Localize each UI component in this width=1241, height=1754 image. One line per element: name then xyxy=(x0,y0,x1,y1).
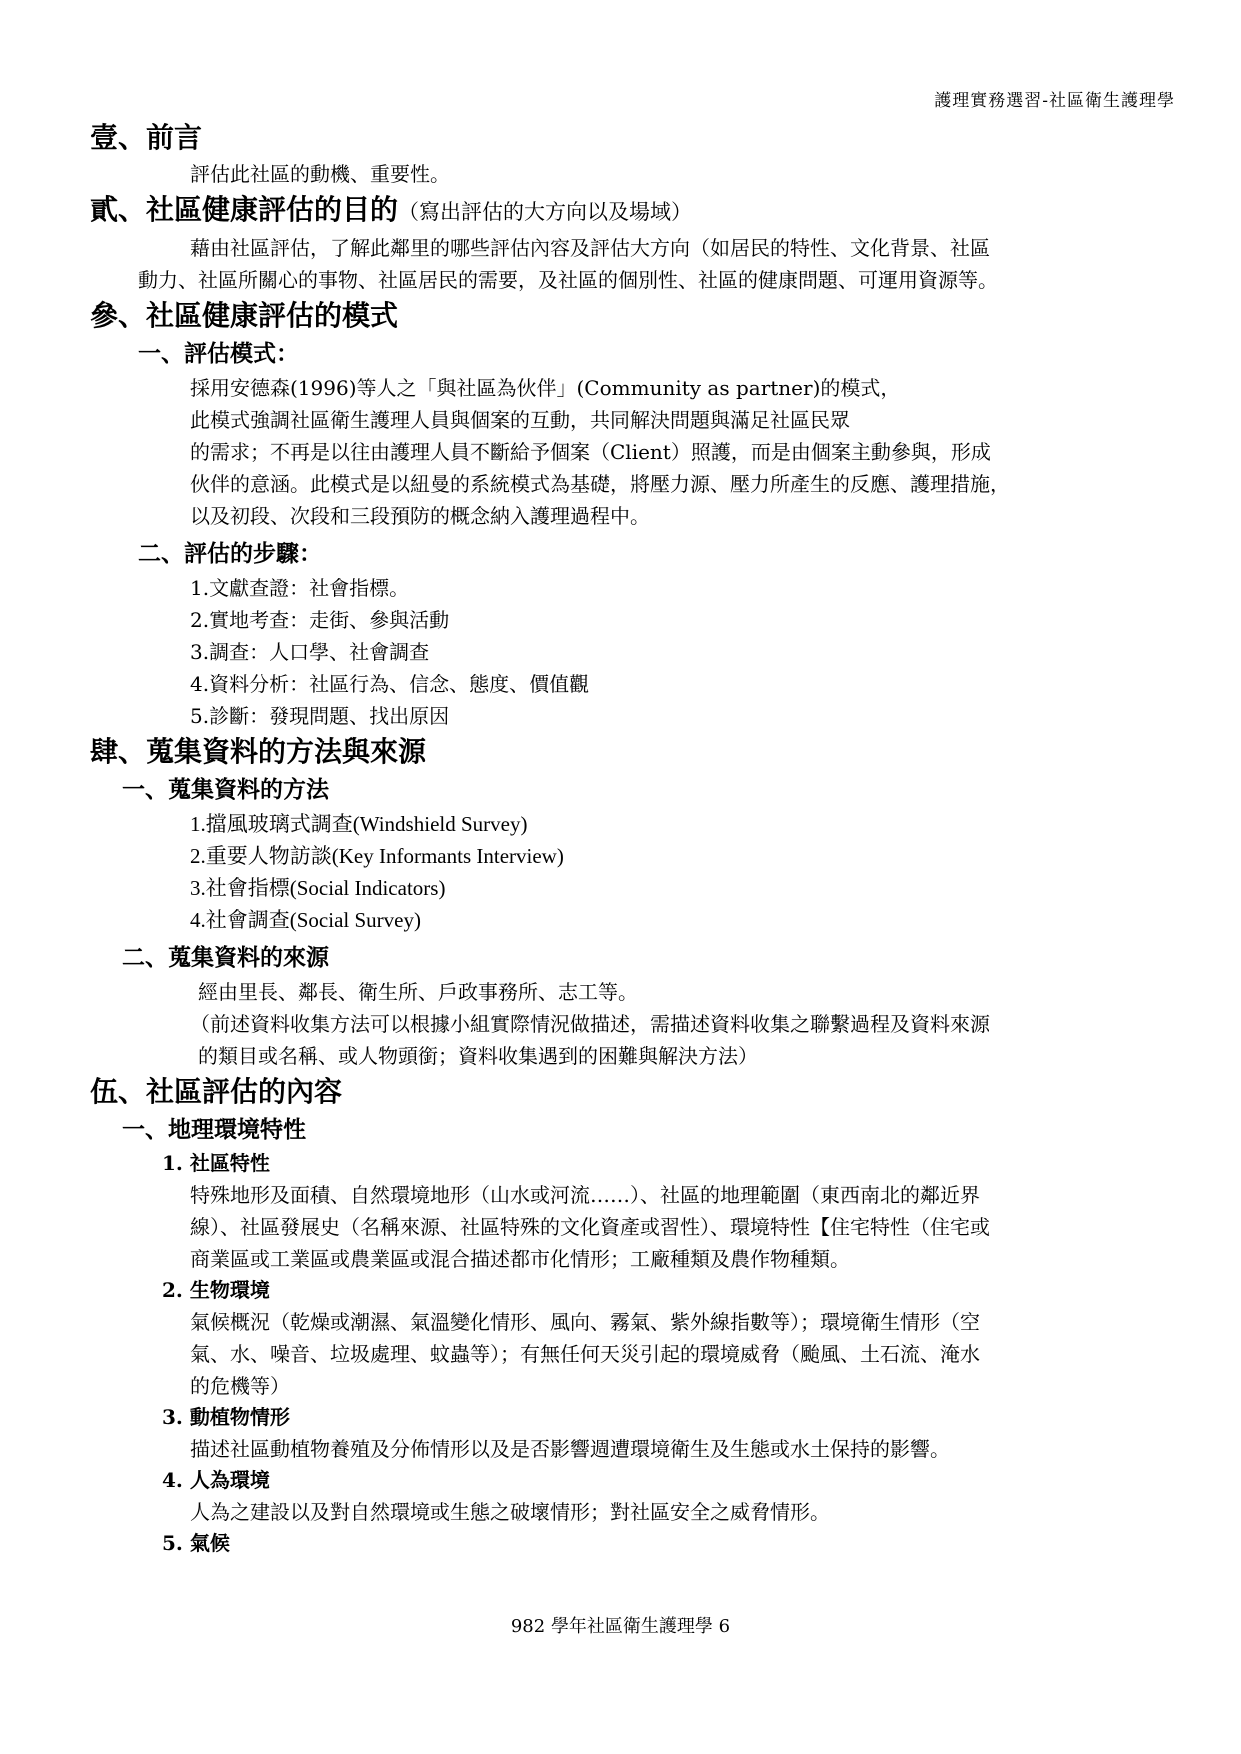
geo-item-1-heading: 1. 社區特性 xyxy=(162,1151,270,1175)
geo-item-1-line-1: 特殊地形及面積、自然環境地形（山水或河流……）、社區的地理範圍（東西南北的鄰近界 xyxy=(190,1183,980,1207)
section-4-sub-1-heading: 一、蒐集資料的方法 xyxy=(122,776,329,803)
section-5-sub-1-heading: 一、地理環境特性 xyxy=(122,1116,306,1143)
geo-item-2-line-3: 的危機等） xyxy=(190,1374,290,1398)
model-line-1: 採用安德森(1996)等人之「與社區為伙伴」(Community as partner)的模式， xyxy=(190,376,901,400)
section-4-heading: 肆、蒐集資料的方法與來源 xyxy=(90,735,427,768)
geo-item-1-line-2: 線）、社區發展史（名稱來源、社區特殊的文化資產或習性）、環境特性【住宅特性（住宅或 xyxy=(190,1215,990,1239)
page-footer: 982 學年社區衛生護理學 6 xyxy=(510,1616,731,1637)
section-2-line-2: 動力、社區所關心的事物、社區居民的需要，及社區的個別性、社區的健康問題、可運用資源等。 xyxy=(138,268,998,292)
section-1-heading: 壹、前言 xyxy=(90,121,203,154)
method-item-2: 2.重要人物訪談(Key Informants Interview) xyxy=(190,844,564,868)
source-line-2: （前述資料收集方法可以根據小組實際情況做描述，需描述資料收集之聯繫過程及資料來源 xyxy=(190,1012,990,1036)
model-line-2: 此模式強調社區衛生護理人員與個案的互動，共同解決問題與滿足社區民眾 xyxy=(190,408,850,432)
geo-item-3-heading: 3. 動植物情形 xyxy=(162,1405,290,1429)
section-2-title: 貳、社區健康評估的目的 xyxy=(90,193,399,226)
method-item-4: 4.社會調查(Social Survey) xyxy=(190,908,421,932)
section-2-line-1: 藉由社區評估，了解此鄰里的哪些評估內容及評估大方向（如居民的特性、文化背景、社區 xyxy=(190,236,990,260)
section-4-sub-2-heading: 二、蒐集資料的來源 xyxy=(122,944,329,971)
step-item-5: 5.診斷：發現問題、找出原因 xyxy=(190,704,450,728)
section-5-heading: 伍、社區評估的內容 xyxy=(90,1075,343,1108)
geo-item-5-heading: 5. 氣候 xyxy=(162,1531,230,1555)
section-3-sub-1-heading: 一、評估模式： xyxy=(138,340,299,367)
section-3-heading: 參、社區健康評估的模式 xyxy=(90,299,399,332)
geo-item-4-heading: 4. 人為環境 xyxy=(162,1468,270,1492)
geo-item-2-heading: 2. 生物環境 xyxy=(162,1278,270,1302)
model-line-3: 的需求；不再是以往由護理人員不斷給予個案（Client）照護，而是由個案主動參與，形成 xyxy=(190,440,991,464)
step-item-2: 2.實地考查：走街、參與活動 xyxy=(190,608,450,632)
source-line-3: 的類目或名稱、或人物頭銜；資料收集遇到的困難與解決方法） xyxy=(198,1044,758,1068)
section-1-text: 評估此社區的動機、重要性。 xyxy=(190,162,450,186)
running-header: 護理實務選習-社區衛生護理學 xyxy=(934,91,1175,111)
method-item-1: 1.擋風玻璃式調查(Windshield Survey) xyxy=(190,812,528,836)
method-item-3: 3.社會指標(Social Indicators) xyxy=(190,876,446,900)
geo-item-1-line-3: 商業區或工業區或農業區或混合描述都市化情形；工廠種類及農作物種類。 xyxy=(190,1247,850,1271)
model-line-5: 以及初段、次段和三段預防的概念納入護理過程中。 xyxy=(190,504,650,528)
document-body xyxy=(90,118,1185,1559)
section-3-sub-2-heading: 二、評估的步驟： xyxy=(138,540,322,567)
geo-item-2-line-1: 氣候概況（乾燥或潮濕、氣溫變化情形、風向、霧氣、紫外線指數等）；環境衛生情形（空 xyxy=(190,1310,980,1334)
model-line-4: 伙伴的意涵。此模式是以紐曼的系統模式為基礎，將壓力源、壓力所產生的反應、護理措施， xyxy=(190,472,1010,496)
step-item-4: 4.資料分析：社區行為、信念、態度、價值觀 xyxy=(190,672,590,696)
geo-item-4-text: 人為之建設以及對自然環境或生態之破壞情形；對社區安全之威脅情形。 xyxy=(190,1500,830,1524)
source-line-1: 經由里長、鄰長、衛生所、戶政事務所、志工等。 xyxy=(198,980,638,1004)
section-2-heading xyxy=(90,190,1185,232)
geo-item-3-text: 描述社區動植物養殖及分佈情形以及是否影響週遭環境衛生及生態或水土保持的影響。 xyxy=(190,1437,950,1461)
section-2-note: （寫出評估的大方向以及場域） xyxy=(398,200,693,224)
step-item-1: 1.文獻查證：社會指標。 xyxy=(190,576,410,600)
step-item-3: 3.調查：人口學、社會調查 xyxy=(190,640,430,664)
geo-item-2-line-2: 氣、水、噪音、垃圾處理、蚊蟲等）；有無任何天災引起的環境威脅（颱風、土石流、淹水 xyxy=(190,1342,980,1366)
